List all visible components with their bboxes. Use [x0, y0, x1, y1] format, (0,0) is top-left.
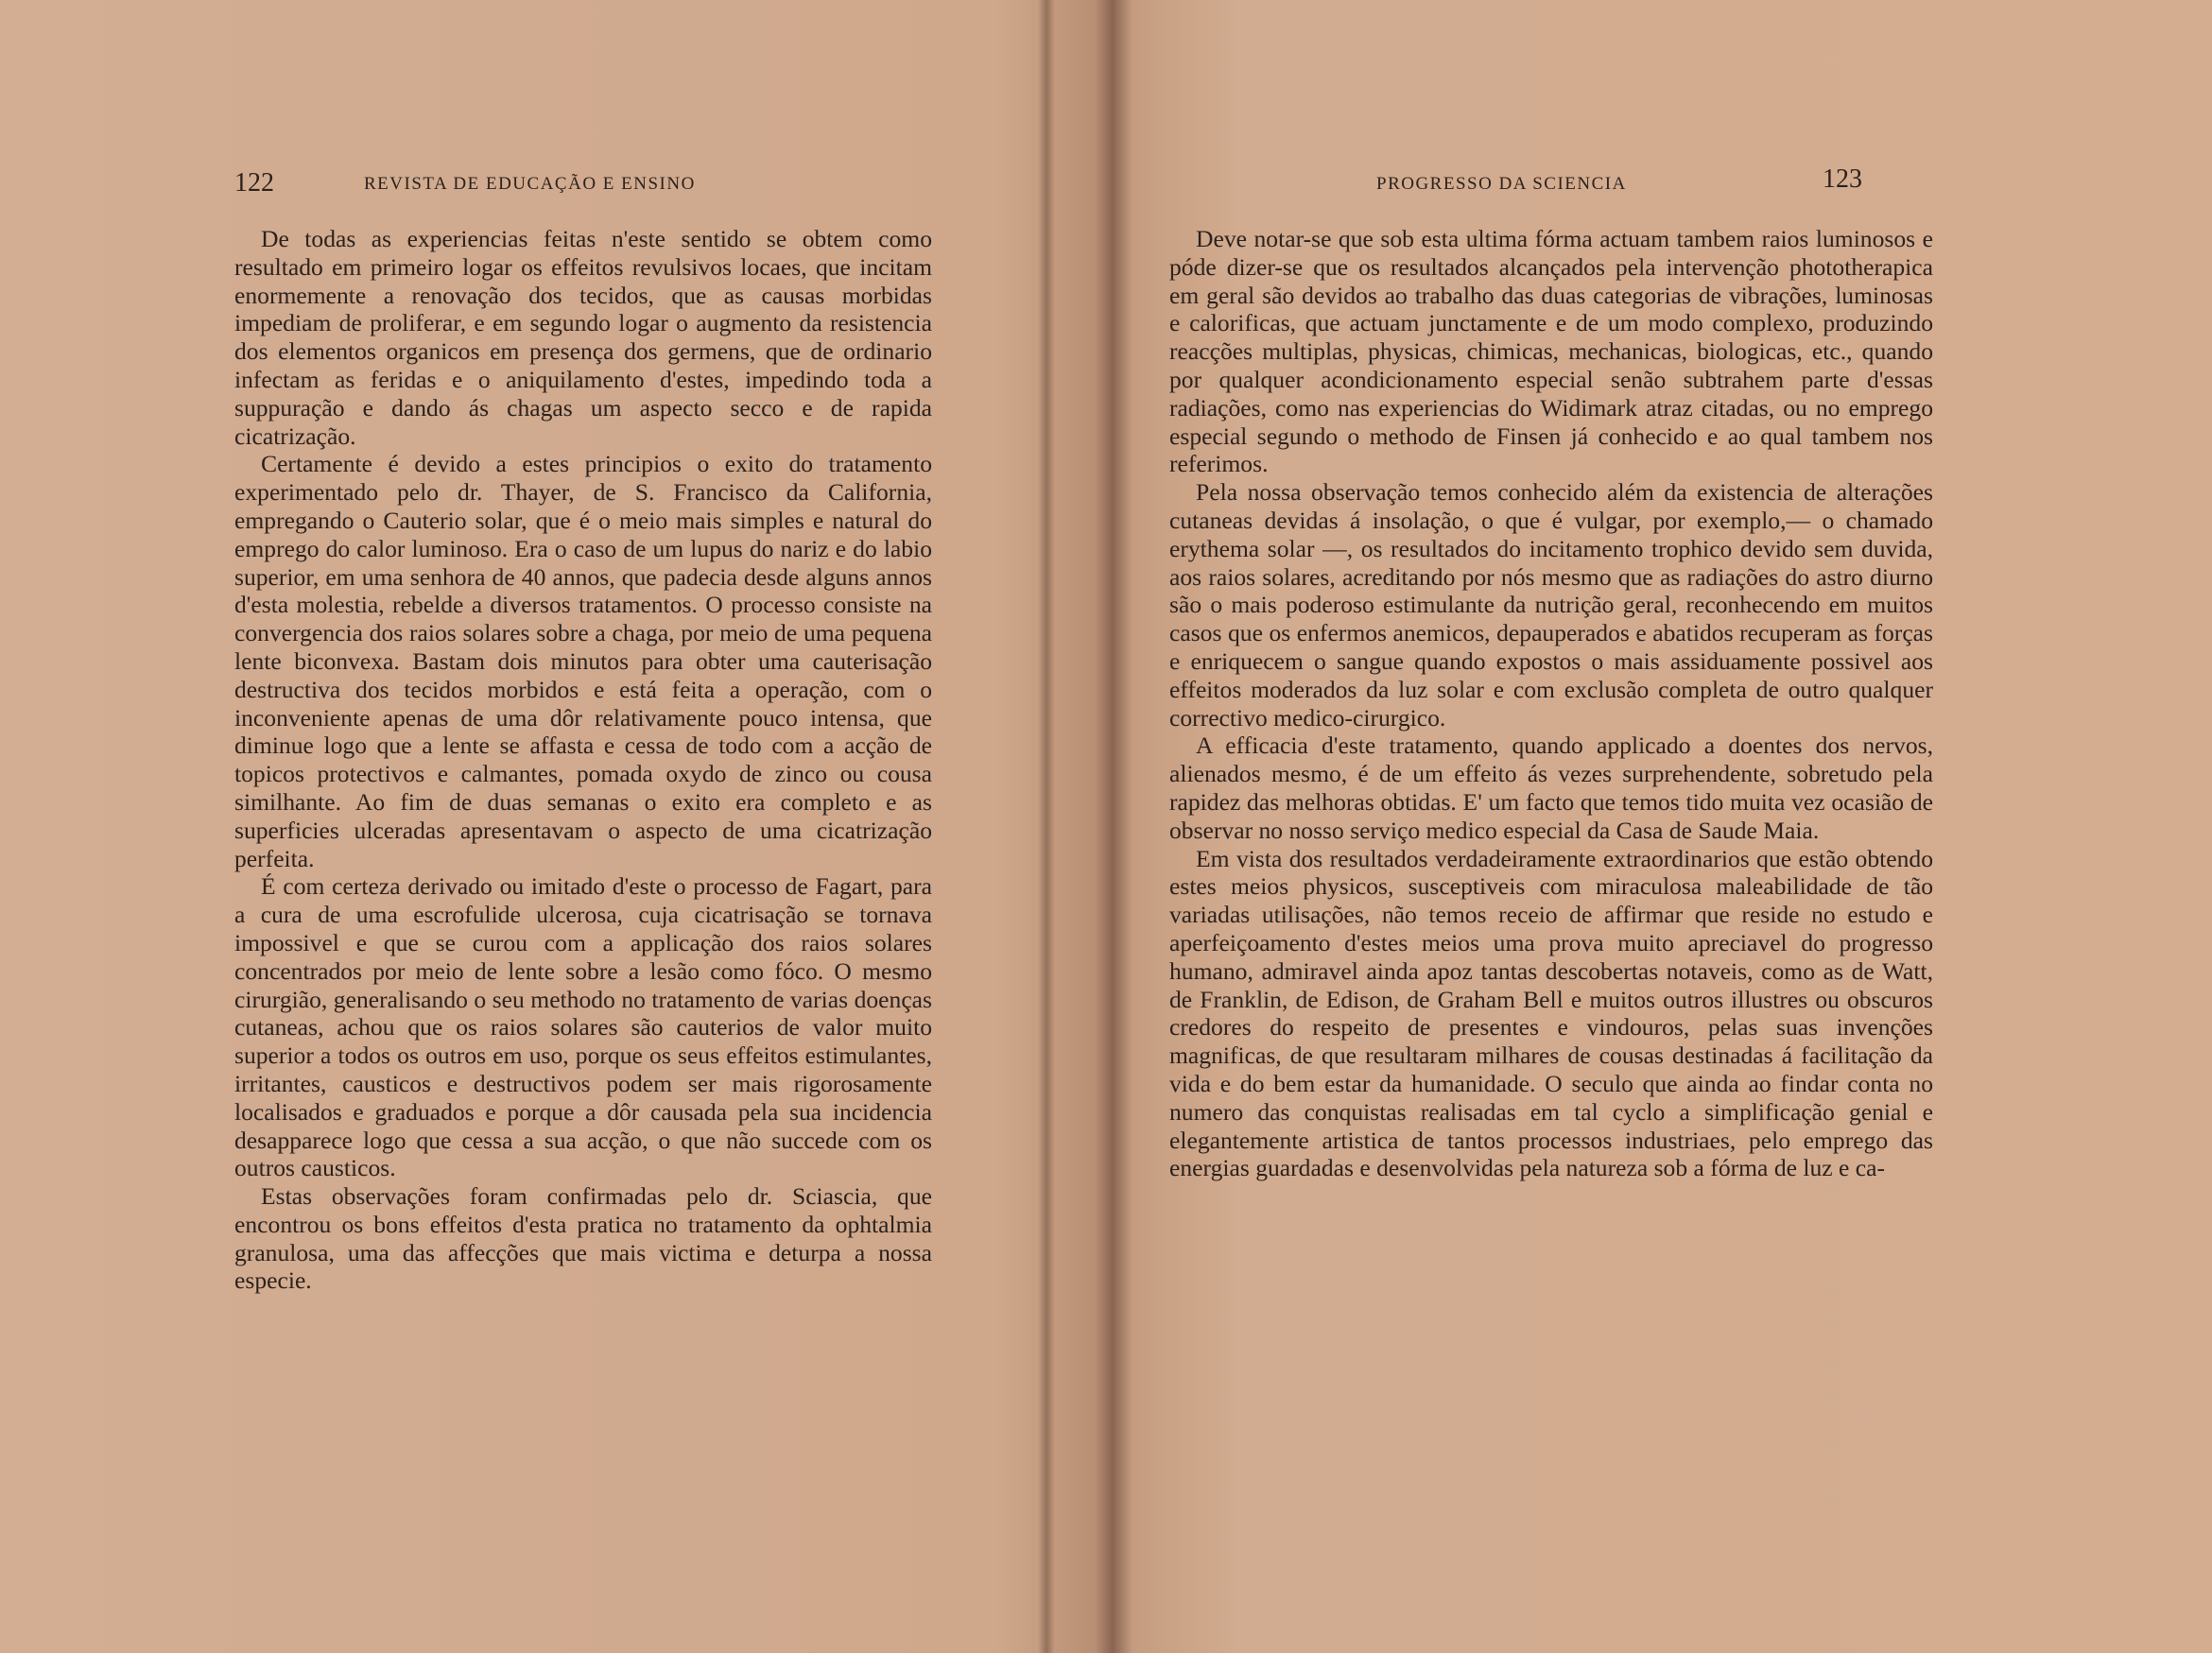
page-body [1169, 225, 1933, 1182]
right-page [1049, 0, 2212, 1653]
paragraph: É com certeza derivado ou imitado d'este o processo de Fagart, para a cura de uma escrofulide ulcerosa, cuja cicatrisação se tornava impossivel e que se curou com a applicação dos raios solares concentrados por meio de lente sobre a lesão como fóco. O mesmo cirurgião, generalisando o seu methodo no tratamento de varias doenças cutaneas, achou que os raios solares são cauterios de valor muito superior a todos os outros em uso, porque os seus effeitos estimulantes, irritantes, causticos e destructivos podem ser mais rigorosamente localisados e graduados e porque a dôr causada pela sua incidencia desapparece logo que cessa a sua acção, o que não succede com os outros causticos. [234, 872, 932, 1182]
paragraph: Estas observações foram confirmadas pelo dr. Sciascia, que encontrou os bons effeitos d'esta pratica no tratamento da ophtalmia granulosa, uma das affecções que mais victima e deturpa a nossa especie. [234, 1182, 932, 1295]
running-head: REVISTA DE EDUCAÇÃO E ENSINO [364, 174, 696, 194]
page-body [234, 225, 932, 1295]
paragraph: Certamente é devido a estes principios o exito do tratamento experimentado pelo dr. Thayer, de S. Francisco da California, empregando o Cauterio solar, que é o meio mais simples e natural do emprego do calor luminoso. Era o caso de um lupus do nariz e do labio superior, em uma senhora de 40 annos, que padecia desde alguns annos d'esta molestia, rebelde a diversos tratamentos. O processo consiste na convergencia dos raios solares sobre a chaga, por meio de uma pequena lente biconvexa. Bastam dois minutos para obter uma cauterisação destructiva dos tecidos morbidos e está feita a operação, com o inconveniente apenas de uma dôr relativamente pouco intensa, que diminue logo que a lente se affasta e cessa de todo com a acção de topicos protectivos e calmantes, pomada oxydo de zinco ou cousa similhante. Ao fim de duas semanas o exito era completo e as superficies ulceradas apresentavam o aspecto de uma cicatrização perfeita. [234, 450, 932, 872]
paragraph: Em vista dos resultados verdadeiramente extraordinarios que estão obtendo estes meios physicos, susceptiveis com miraculosa maleabilidade de tão variadas utilisações, não temos receio de affirmar que reside no estudo e aperfeiçoamento d'estes meios uma prova muito apreciavel do progresso humano, admiravel ainda apoz tantas descobertas notaveis, como as de Watt, de Franklin, de Edison, de Graham Bell e muitos outros illustres ou obscuros credores do respeito de presentes e vindouros, pelas suas invenções magnificas, de que resultaram milhares de cousas destinadas á facilitação da vida e do bem estar da humanidade. O seculo que ainda ao findar conta no numero das conquistas realisadas em tal cyclo a simplificação genial e elegantemente artistica de tantos processos industriaes, pelo emprego das energias guardadas e desenvolvidas pela natureza sob a fórma de luz e ca- [1169, 844, 1933, 1182]
paragraph: Pela nossa observação temos conhecido além da existencia de alterações cutaneas devidas á insolação, o que é vulgar, por exemplo,— o chamado erythema solar —, os resultados do incitamento trophico devido sem duvida, aos raios solares, acreditando por nós mesmo que as radiações do astro diurno são o mais poderoso estimulante da nutrição geral, reconhecendo em muitos casos que os enfermos anemicos, depauperados e abatidos recuperam as forças e enriquecem o sangue quando expostos o mais assiduamente possivel aos effeitos moderados da luz solar e com exclusão completa de outro qualquer correctivo medico-cirurgico. [1169, 478, 1933, 732]
page-number: 122 [234, 168, 274, 198]
left-page [0, 0, 1049, 1653]
page-number: 123 [1823, 164, 1862, 194]
paragraph: De todas as experiencias feitas n'este sentido se obtem como resultado em primeiro logar os effeitos revulsivos locaes, que incitam enormemente a renovação dos tecidos, que as causas morbidas impediam de proliferar, e em segundo logar o augmento da resistencia dos elementos organicos em presença dos germens, que de ordinario infectam as feridas e o aniquilamento d'estes, impedindo toda a suppuração e dando ás chagas um aspecto secco e de rapida cicatrização. [234, 225, 932, 450]
paragraph: Deve notar-se que sob esta ultima fórma actuam tambem raios luminosos e póde dizer-se que os resultados alcançados pela intervenção phototherapica em geral são devidos ao trabalho das duas categorias de vibrações, luminosas e calorificas, que actuam junctamente e de um modo complexo, produzindo reacções multiplas, physicas, chimicas, mechanicas, biologicas, etc., quando por qualquer acondicionamento especial senão subtrahem parte d'essas radiações, como nas experiencias do Widimark atraz citadas, ou no emprego especial segundo o methodo de Finsen já conhecido e ao qual tambem nos referimos. [1169, 225, 1933, 478]
paragraph: A efficacia d'este tratamento, quando applicado a doentes dos nervos, alienados mesmo, é de um effeito ás vezes surprehendente, sobretudo pela rapidez das melhoras obtidas. E' um facto que temos tido muita vez ocasião de observar no nosso serviço medico especial da Casa de Saude Maia. [1169, 732, 1933, 844]
running-head: PROGRESSO DA SCIENCIA [1376, 174, 1627, 194]
